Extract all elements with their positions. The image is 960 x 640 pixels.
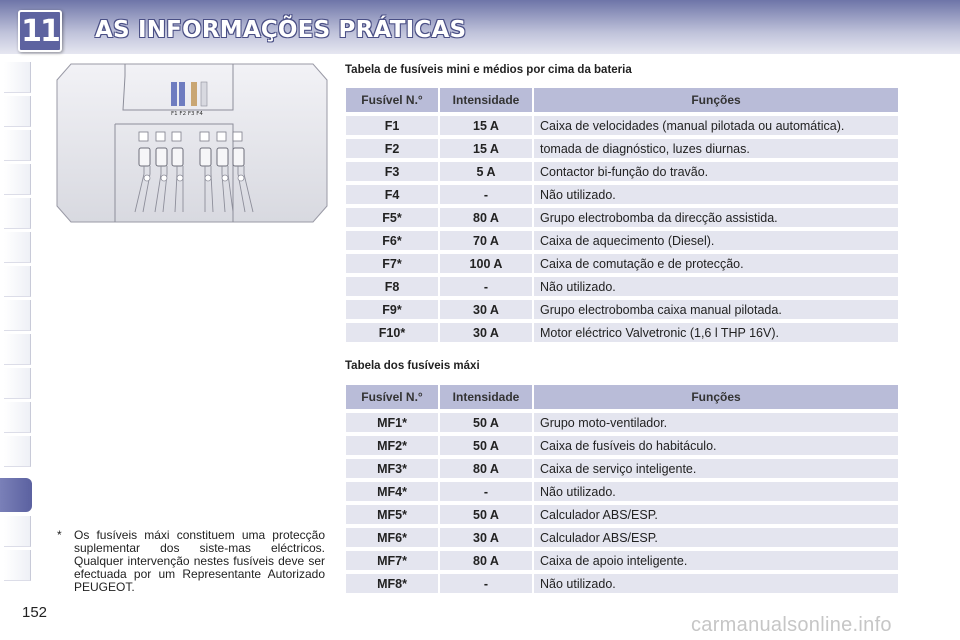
fuse-function: Grupo electrobomba da direcção assistida. (534, 208, 898, 227)
fuse-function: Grupo moto-ventilador. (534, 413, 898, 432)
maxi-fuse (233, 148, 244, 166)
fuse-number: F8 (346, 277, 438, 296)
fuse-intensity: - (440, 277, 532, 296)
fuse-number: F7* (346, 254, 438, 273)
fuse-function: Caixa de serviço inteligente. (534, 459, 898, 478)
fuse-function: Motor eléctrico Valvetronic (1,6 l THP 16V). (534, 323, 898, 342)
table-row (346, 208, 898, 227)
maxi-fuse (200, 148, 211, 166)
fuse-function: Caixa de aquecimento (Diesel). (534, 231, 898, 250)
column-header-functions: Funções (534, 385, 898, 409)
maxi-fuse-top (172, 132, 181, 141)
fuse-number: F9* (346, 300, 438, 319)
fuse-intensity: - (440, 482, 532, 501)
fuse-intensity: 50 A (440, 436, 532, 455)
footnote-marker: * (57, 528, 62, 542)
maxi-fuse (139, 148, 150, 166)
chapter-tab[interactable] (4, 300, 31, 331)
fuse-function: tomada de diagnóstico, luzes diurnas. (534, 139, 898, 158)
fuse-number: F10* (346, 323, 438, 342)
table-row (346, 162, 898, 181)
fuse-intensity: 5 A (440, 162, 532, 181)
table1-title: Tabela de fusíveis mini e médios por cima da bateria (345, 64, 632, 76)
chapter-tab[interactable] (4, 550, 31, 581)
column-header-fuse-number: Fusível N.° (346, 88, 438, 112)
fuse-intensity: 30 A (440, 323, 532, 342)
maxi-fuse-top (156, 132, 165, 141)
fuse-number: F3 (346, 162, 438, 181)
fuse-function: Não utilizado. (534, 277, 898, 296)
chapter-tab[interactable] (4, 62, 31, 93)
table-row (346, 116, 898, 135)
table-header-row (346, 385, 898, 409)
table-row (346, 185, 898, 204)
fuse-number: F4 (346, 185, 438, 204)
fuse-function: Calculador ABS/ESP. (534, 505, 898, 524)
fuse-intensity: 100 A (440, 254, 532, 273)
fuse-number: MF7* (346, 551, 438, 570)
fuse-intensity: 70 A (440, 231, 532, 250)
chapter-tab[interactable] (4, 198, 31, 229)
maxi-fuse-top (139, 132, 148, 141)
fuse-function: Não utilizado. (534, 482, 898, 501)
chapter-tab[interactable] (4, 266, 31, 297)
chapter-badge (18, 10, 62, 52)
chapter-tab[interactable] (4, 96, 31, 127)
fuse-function: Caixa de comutação e de protecção. (534, 254, 898, 273)
chapter-tab[interactable] (4, 402, 31, 433)
fuse-box-diagram (55, 62, 329, 224)
table-header-row (346, 88, 898, 112)
table-row (346, 551, 898, 570)
footnote (57, 529, 325, 594)
table2-title: Tabela dos fusíveis máxi (345, 360, 480, 372)
fuse-number: F5* (346, 208, 438, 227)
column-header-functions: Funções (534, 88, 898, 112)
fuse-function: Calculador ABS/ESP. (534, 528, 898, 547)
chapter-side-tabs (0, 62, 36, 582)
maxi-fuse-top (200, 132, 209, 141)
fuse-intensity: 15 A (440, 139, 532, 158)
fuse-number: MF8* (346, 574, 438, 593)
table-row (346, 254, 898, 273)
fuse-f3 (191, 82, 197, 106)
fuse-function: Caixa de apoio inteligente. (534, 551, 898, 570)
page-title: AS INFORMAÇÕES PRÁTICAS (95, 17, 467, 43)
chapter-tab[interactable] (4, 164, 31, 195)
fuse-f2 (179, 82, 185, 106)
fuse-intensity: - (440, 185, 532, 204)
column-header-fuse-number: Fusível N.° (346, 385, 438, 409)
fuse-number: MF4* (346, 482, 438, 501)
column-header-intensity: Intensidade (440, 385, 532, 409)
table-row (346, 300, 898, 319)
table-row (346, 139, 898, 158)
table-row (346, 482, 898, 501)
fuse-number: MF3* (346, 459, 438, 478)
fuse-intensity: 50 A (440, 413, 532, 432)
maxi-fuse (217, 148, 228, 166)
fuse-intensity: - (440, 574, 532, 593)
chapter-tab[interactable] (4, 334, 31, 365)
maxi-fuse-top (217, 132, 226, 141)
table-row (346, 505, 898, 524)
fuse-number: MF6* (346, 528, 438, 547)
fuse-labels: F1 F2 F3 F4 (171, 111, 203, 117)
footnote-text: Os fusíveis máxi constituem uma protecção suplementar dos siste-mas eléctricos. Qualquer intervenção nestes fusíveis deve ser efectuada por um Representante Autorizado PEUGEOT. (74, 528, 325, 594)
fuse-number: MF5* (346, 505, 438, 524)
chapter-tab[interactable] (4, 516, 31, 547)
chapter-tab[interactable] (4, 436, 31, 467)
maxi-fuse (156, 148, 167, 166)
table-row (346, 413, 898, 432)
fuse-intensity: 80 A (440, 459, 532, 478)
table-row (346, 323, 898, 342)
fuse-intensity: 50 A (440, 505, 532, 524)
fuse-function: Não utilizado. (534, 185, 898, 204)
fuse-number: MF1* (346, 413, 438, 432)
page-number: 152 (22, 604, 48, 621)
column-header-intensity: Intensidade (440, 88, 532, 112)
watermark: carmanualsonline.info (691, 614, 892, 636)
fuse-function: Grupo electrobomba caixa manual pilotada. (534, 300, 898, 319)
chapter-tab-active[interactable] (0, 478, 32, 512)
fuse-function: Não utilizado. (534, 574, 898, 593)
table-row (346, 277, 898, 296)
maxi-fuse (172, 148, 183, 166)
chapter-tab[interactable] (4, 232, 31, 263)
table-row (346, 459, 898, 478)
table-row (346, 436, 898, 455)
table-row (346, 528, 898, 547)
fuse-f1 (171, 82, 177, 106)
fuse-function: Caixa de velocidades (manual pilotada ou automática). (534, 116, 898, 135)
fuse-intensity: 30 A (440, 300, 532, 319)
fuse-number: F2 (346, 139, 438, 158)
maxi-fuse-top (233, 132, 242, 141)
fuse-intensity: 30 A (440, 528, 532, 547)
fuse-function: Contactor bi-função do travão. (534, 162, 898, 181)
fuse-number: F1 (346, 116, 438, 135)
fuse-f4 (201, 82, 207, 106)
chapter-tab[interactable] (4, 368, 31, 399)
mini-medium-fuse-table (344, 84, 900, 346)
fuse-function: Caixa de fusíveis do habitáculo. (534, 436, 898, 455)
fuse-intensity: 80 A (440, 551, 532, 570)
fuse-number: MF2* (346, 436, 438, 455)
fuse-intensity: 15 A (440, 116, 532, 135)
table-row (346, 231, 898, 250)
fuse-number: F6* (346, 231, 438, 250)
chapter-number: 11 (21, 14, 59, 49)
table-row (346, 574, 898, 593)
chapter-tab[interactable] (4, 130, 31, 161)
maxi-fuse-table (344, 381, 900, 597)
fuse-intensity: 80 A (440, 208, 532, 227)
